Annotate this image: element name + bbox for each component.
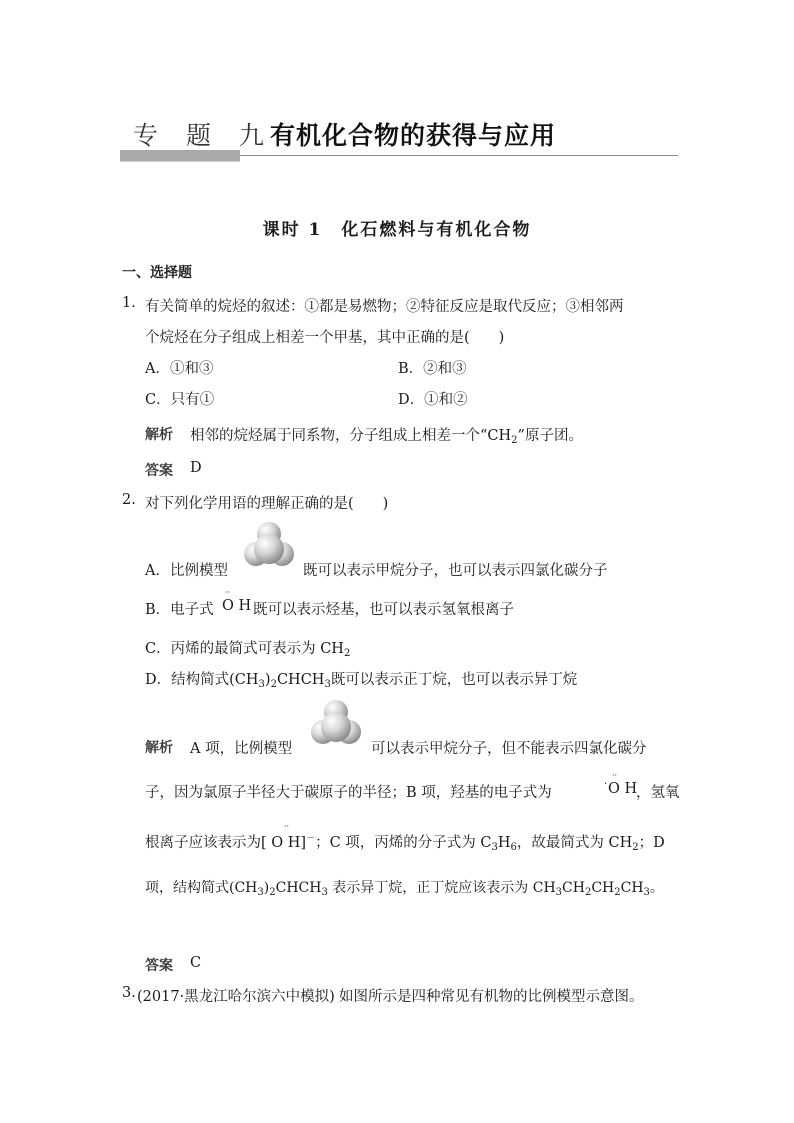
q2-option-a-prefix: A．比例模型 [145, 563, 228, 579]
space-filling-model-image [244, 522, 294, 572]
q2-number: 2. [122, 492, 136, 508]
q2-option-c: C．丙烯的最简式可表示为 $CH_2$ [145, 641, 351, 659]
chapter-title: 有机化合物的获得与应用 [270, 121, 557, 150]
lesson-title: 课时 1 化石燃料与有机化合物 [262, 220, 532, 240]
q2-option-b-formula: O H [222, 598, 252, 614]
q3-source: (2017·黑龙江哈尔滨六中模拟) [137, 989, 335, 1005]
q1-analysis-label: 解析 [145, 427, 173, 443]
q2-analysis-line3-dots: ·· [284, 822, 290, 831]
q2-stem: 对下列化学用语的理解正确的是( ) [145, 496, 389, 512]
q3-number: 3. [122, 985, 136, 1001]
q2-option-b-dots: ·· [225, 588, 231, 597]
q2-answer-label: 答案 [145, 958, 173, 974]
header-rule [240, 155, 678, 156]
q2-analysis-line1-prefix: A 项，比例模型 [190, 741, 293, 757]
header-gray-bar [120, 150, 240, 161]
q1-option-c: C．只有① [145, 392, 215, 408]
q2-option-d: D．结构简式$(CH_3)_2CHCH_3$既可以表示正丁烷，也可以表示异丁烷 [145, 672, 578, 690]
q1-option-a: A．①和③ [145, 361, 214, 377]
q2-analysis-label: 解析 [145, 740, 173, 756]
q1-analysis-text: 相邻的烷烃属于同系物，分子组成上相差一个“$CH_2$”原子团。 [190, 428, 583, 446]
section-heading: 一、选择题 [122, 265, 192, 281]
q1-option-d: D．①和② [398, 392, 468, 408]
header-rule-under-bar [120, 161, 240, 162]
q2-analysis-line2-dot: · [604, 779, 608, 790]
space-filling-model-image-analysis [311, 700, 361, 750]
q3-stem: 如图所示是四种常见有机物的比例模型示意图。 [339, 989, 644, 1005]
q2-analysis-line2-end: ，氢氧 [636, 785, 680, 801]
q2-option-b-text: 既可以表示烃基，也可以表示氢氧根离子 [253, 602, 514, 618]
chapter-number: 专 题 九 [133, 121, 274, 150]
q2-option-b-prefix: B．电子式 [145, 602, 214, 618]
q2-analysis-line3: 根离子应该表示为[ O H]－；C 项，丙烯的分子式为 $C_3H_6$，故最简式为 $CH_2$；D [145, 834, 665, 853]
q2-option-a-text: 既可以表示甲烷分子，也可以表示四氯化碳分子 [303, 563, 608, 579]
q1-answer: D [190, 460, 202, 476]
q1-number: 1. [122, 295, 136, 311]
q2-analysis-line1-text: 可以表示甲烷分子，但不能表示四氯化碳分 [371, 741, 647, 757]
q1-answer-label: 答案 [145, 463, 173, 479]
q1-option-b: B．②和③ [398, 361, 467, 377]
q1-stem-line2: 个烷烃在分子组成上相差一个甲基，其中正确的是( ) [145, 330, 505, 346]
q2-answer: C [190, 955, 202, 971]
q2-analysis-line4: 项，结构简式$(CH_3)_2CHCH_3$ 表示异丁烷，正丁烷应该表示为 $CH_3CH_2CH_2CH_3$。 [145, 880, 664, 898]
q2-analysis-line2-dots: ·· [612, 771, 618, 780]
q2-analysis-line2: 子，因为氯原子半径大于碳原子的半径；B 项，羟基的电子式为 [145, 785, 552, 801]
q2-analysis-line2-formula: O H [608, 781, 638, 797]
q1-stem-line1: 有关简单的烷烃的叙述：①都是易燃物；②特征反应是取代反应；③相邻两 [145, 299, 624, 315]
